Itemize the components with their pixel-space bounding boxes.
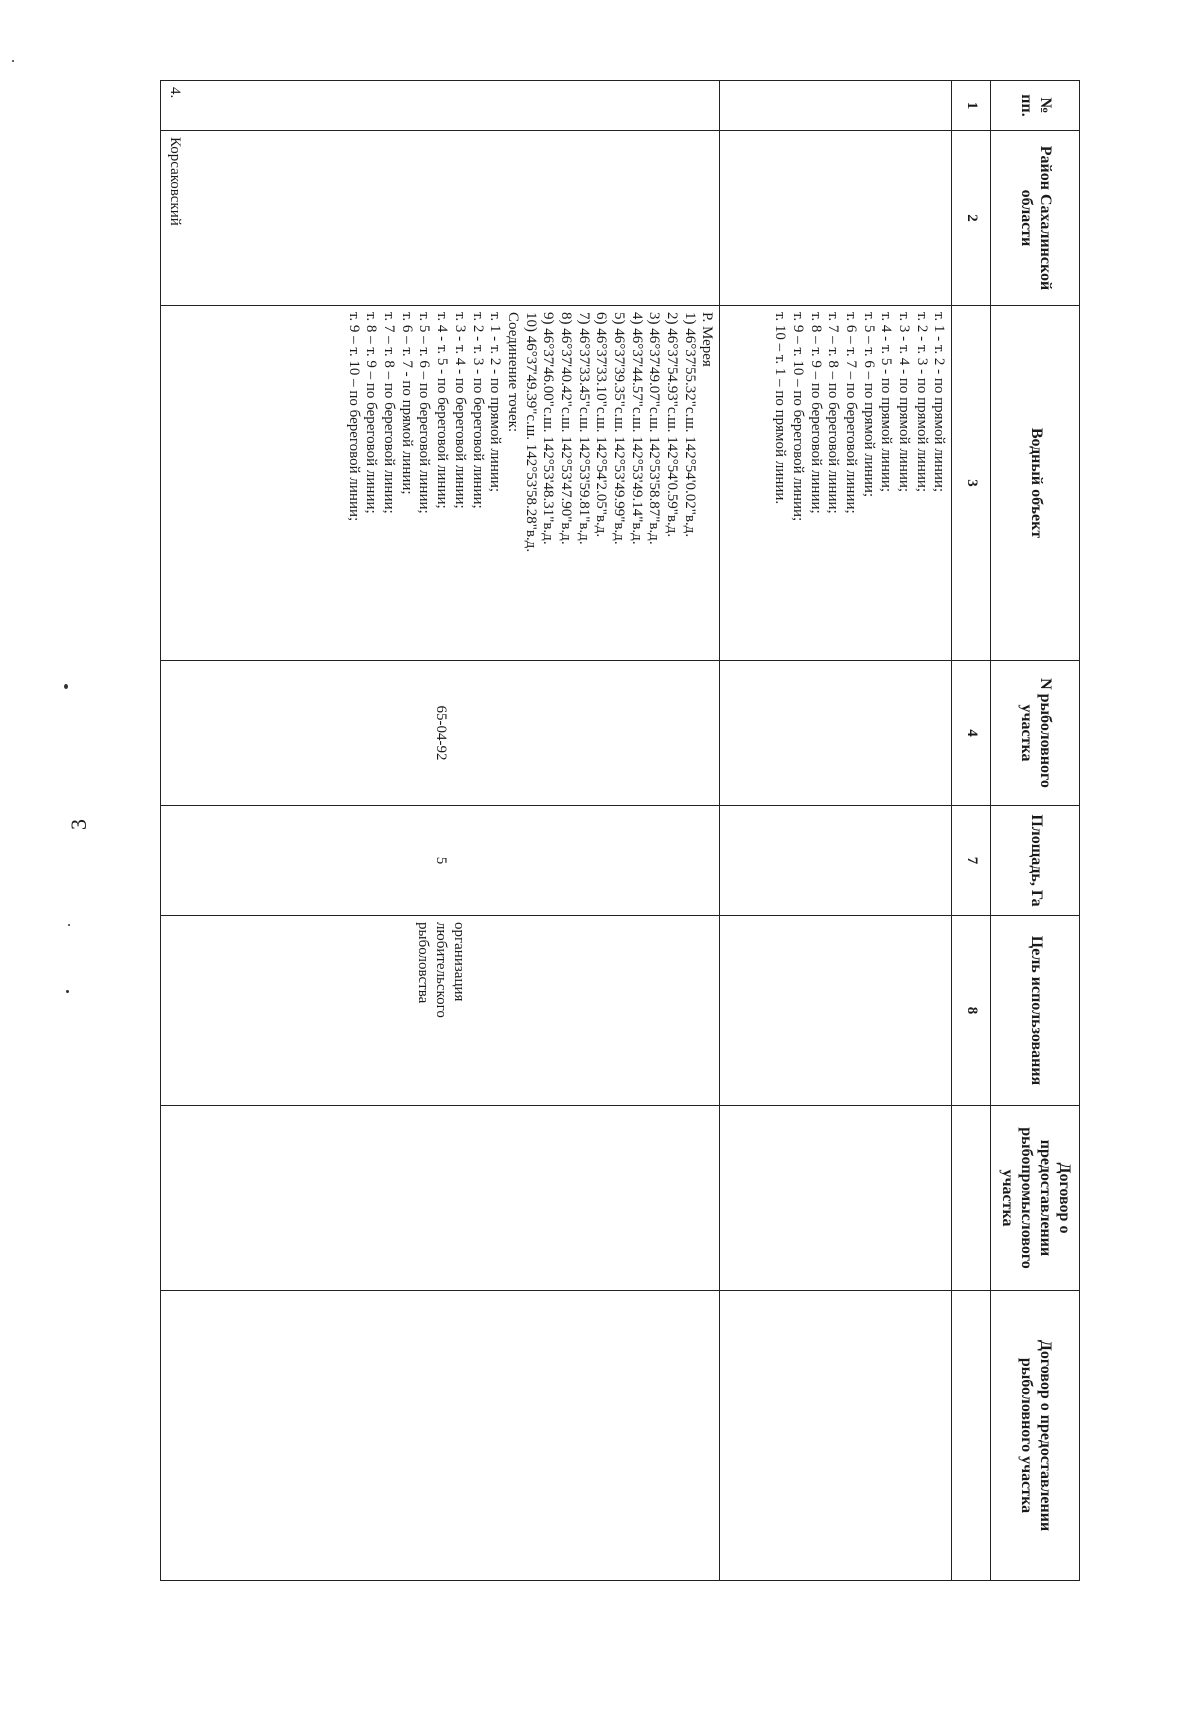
connection-line: т. 9 – т. 10 – по береговой линии; — [790, 312, 806, 522]
scan-speck — [12, 60, 14, 62]
water-object-line: Р. Мерея — [699, 312, 716, 367]
cell-num — [720, 81, 952, 131]
column-number — [952, 1106, 991, 1291]
column-number: 8 — [952, 916, 991, 1106]
column-number — [952, 1291, 991, 1581]
header-purpose: Цель использования — [991, 916, 1080, 1106]
header-area: Площадь, Га — [991, 806, 1080, 916]
header-num: № пп. — [991, 81, 1080, 131]
connection-line: т. 7 – т. 8 – по береговой линии; — [825, 312, 842, 514]
header-contract-fishing: Договор о предоставлении рыбопромыслового участка — [991, 1106, 1080, 1291]
scan-speck — [64, 684, 68, 689]
column-numbers-row — [952, 81, 991, 1581]
coordinate-line: 9) 46°37'46.00"с.ш. 142°53'48.31"в.д. — [540, 312, 557, 545]
connection-line: т. 6 – т. 7 – по береговой линии; — [843, 312, 860, 514]
cell-water-object — [720, 306, 952, 661]
coordinate-line: 10) 46°37'49.39"с.ш. 142°53'58.28"в.д. — [522, 312, 539, 553]
coordinate-line: 4) 46°37'44.57"с.ш. 142°53'49.14"в.д. — [628, 312, 645, 545]
cell-area: 5 — [161, 806, 721, 916]
rotated-table-wrapper — [160, 80, 1080, 1580]
connection-line: т. 3 - т. 4 - по береговой линии; — [451, 312, 468, 509]
connection-line: т. 5 – т. 6 – по прямой линии; — [860, 312, 877, 498]
cell-contract-amateur — [161, 1291, 721, 1581]
connection-line: т. 4 - т. 5 - по береговой линии; — [434, 312, 451, 509]
header-row — [991, 81, 1080, 1581]
coordinate-line: 6) 46°37'33.10"с.ш. 142°54'2.05"в.д. — [593, 312, 610, 538]
header-contract-amateur: Договор о предоставлении рыболовного участка — [991, 1291, 1080, 1581]
column-number: 7 — [952, 806, 991, 916]
cell-district: Корсаковский — [161, 131, 721, 306]
page-number: 3 — [66, 819, 91, 830]
cell-plot-number: 65-04-92 — [161, 661, 721, 806]
cell-num: 4. — [161, 81, 721, 131]
coordinate-line: 1) 46°37'55.32"с.ш. 142°54'0.02"в.д. — [681, 312, 698, 538]
coordinate-line: 8) 46°37'40.42"с.ш. 142°53'47.90"в.д. — [558, 312, 574, 545]
header-district: Район Сахалинской области — [991, 131, 1080, 306]
connection-line: т. 2 - т. 3 - по прямой линии; — [913, 312, 930, 493]
column-number: 3 — [952, 306, 991, 661]
header-water-object: Водный объект — [991, 306, 1080, 661]
cell-area — [720, 806, 952, 916]
table-row-continuation — [720, 81, 952, 1581]
connection-line: т. 7 – т. 8 – по береговой линии; — [381, 312, 398, 514]
coordinate-line: 2) 46°37'54.93"с.ш. 142°54'0.59"в.д. — [664, 312, 681, 538]
connection-line: т. 1 - т. 2 - по прямой линии; — [487, 312, 504, 493]
column-number: 1 — [952, 81, 991, 131]
connection-line: т. 6 – т. 7 - по прямой линии; — [398, 312, 415, 495]
header-plot-number: N рыболовного участка — [991, 661, 1080, 806]
coordinate-line: 3) 46°37'49.07"с.ш. 142°53'58.87"в.д. — [646, 312, 663, 545]
scan-speck — [66, 990, 69, 993]
connection-line: т. 4 - т. 5 - по прямой линии; — [878, 312, 895, 493]
column-number: 4 — [952, 661, 991, 806]
scan-speck — [68, 924, 70, 926]
table-row-4 — [161, 81, 721, 1581]
cell-district — [720, 131, 952, 306]
connection-line: т. 8 – т. 9 – по береговой линии; — [363, 312, 380, 514]
cell-water-object — [161, 306, 721, 661]
cell-contract-amateur — [720, 1291, 952, 1581]
cell-plot-number — [720, 661, 952, 806]
connection-line: т. 10 – т. 1 – по прямой линии. — [772, 312, 789, 505]
coordinate-line: 5) 46°37'39.35"с.ш. 142°53'49.99"в.д. — [611, 312, 628, 545]
coordinate-line: 7) 46°37'33.45"с.ш. 142°53'59.81"в.д. — [575, 312, 592, 545]
column-number: 2 — [952, 131, 991, 306]
connection-line: т. 1 - т. 2 - по прямой линии; — [931, 312, 948, 493]
connection-line: т. 3 - т. 4 - по прямой линии; — [896, 312, 913, 493]
cell-contract-fishing — [161, 1106, 721, 1291]
connection-line: т. 5 – т. 6 – по береговой линии; — [416, 312, 433, 514]
connection-line: т. 8 – т. 9 – по береговой линии; — [807, 312, 824, 514]
cell-purpose: организация любительского рыболовства — [161, 916, 721, 1106]
cell-contract-fishing — [720, 1106, 952, 1291]
connection-heading: Соединение точек: — [504, 312, 521, 433]
cell-purpose — [720, 916, 952, 1106]
connection-line: т. 2 - т. 3 - по береговой линии; — [469, 312, 486, 509]
fishing-plots-table — [160, 80, 1080, 1581]
connection-line: т. 9 – т. 10 – по береговой линии; — [345, 312, 362, 522]
